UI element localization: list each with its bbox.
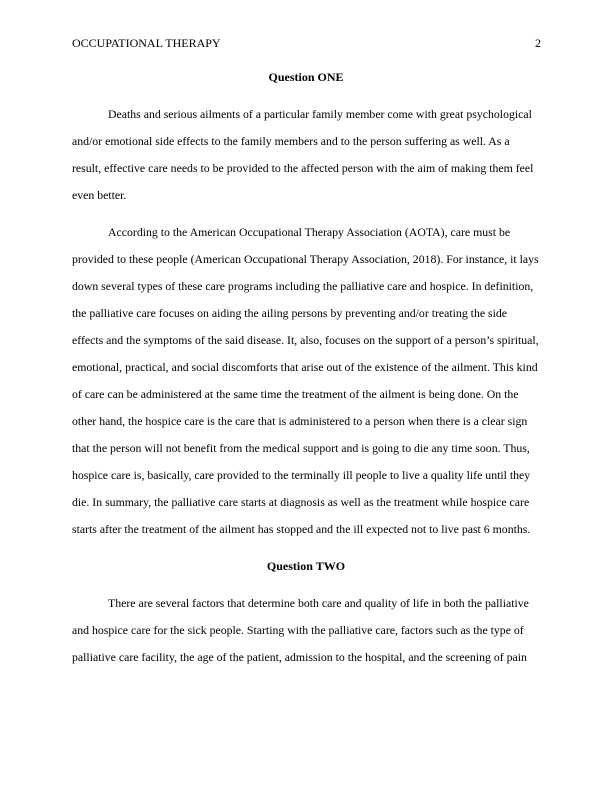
section-question-one: [72, 64, 540, 543]
section-heading: Question TWO: [266, 559, 346, 573]
page-number: 2: [535, 36, 541, 50]
paragraph: According to the American Occupational Therapy Association (AOTA), care must be provided to these people (American Occupational Therapy Association, 2018). For instance, it lays down several types of these care programs including the palliative care and hospice. In definition, the palliative care focuses on aiding the ailing persons by preventing and/or treating the side effects and the symptoms of the said disease. It, also, focuses on the support of a person’s spiritual, emotional, practical, and social discomforts that arise out of the existence of the ailment. This kind of care can be administered at the same time the treatment of the ailment is being done. On the other hand, the hospice care is the care that is administered to a person when there is a clear sign that the person will not benefit from the medical support and is going to die any time soon. Thus, hospice care is, basically, care provided to the terminally ill people to live a quality life until they die. In summary, the palliative care starts at diagnosis as well as the treatment while hospice care starts after the treatment of the ailment has stopped and the ill expected not to live past 6 months.: [72, 225, 539, 536]
document-body: [72, 64, 540, 671]
running-head: OCCUPATIONAL THERAPY: [72, 36, 221, 50]
paragraph-gap: [72, 209, 540, 219]
paragraph: There are several factors that determine both care and quality of life in both the palliative and hospice care for the sick people. Starting with the palliative care, factors such as the type of palliative care facility, the age of the patient, admission to the hospital, and the screening of pain: [72, 596, 529, 664]
section-question-two: [72, 553, 540, 671]
section-heading: Question ONE: [268, 70, 344, 84]
paragraph: Deaths and serious ailments of a particular family member come with great psychological and/or emotional side effects to the family members and to the person suffering as well. As a result, effective care needs to be provided to the affected person with the aim of making them feel even better.: [72, 107, 534, 202]
